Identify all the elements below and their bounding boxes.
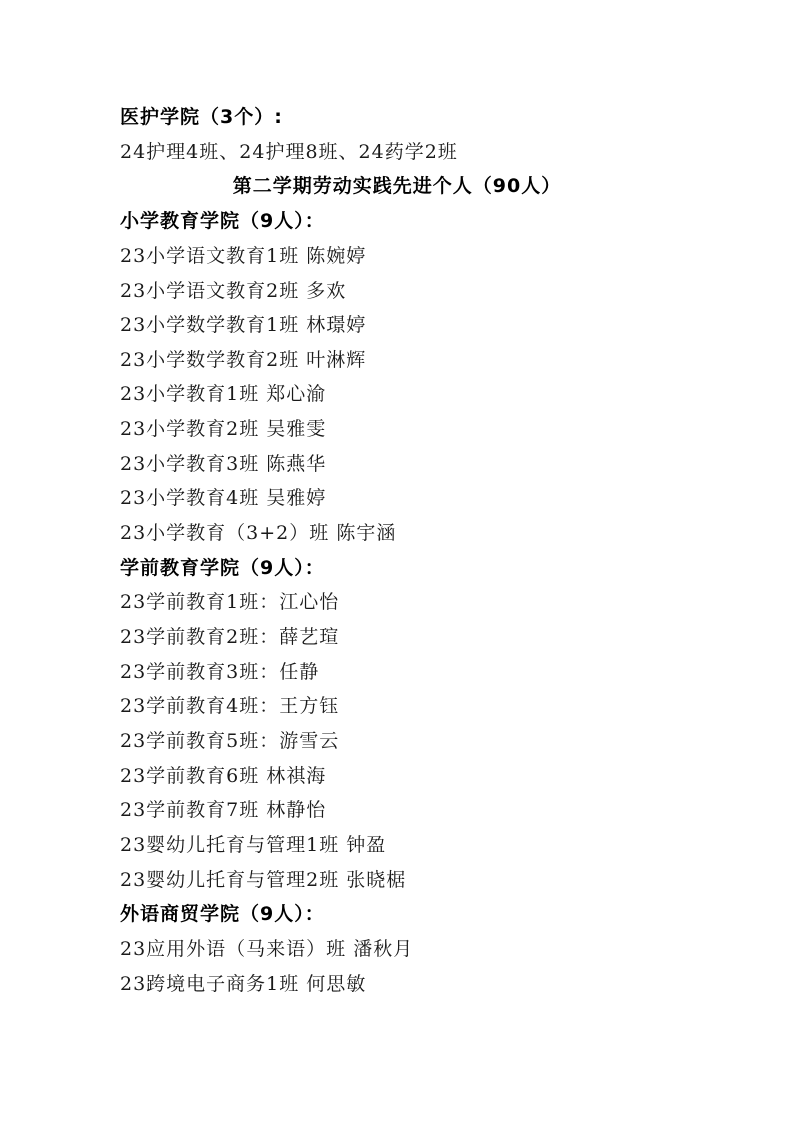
- list-item: 23学前教育2班：薛艺瑄: [120, 626, 340, 648]
- list-item: 23小学数学教育1班 林璟婷: [120, 314, 367, 336]
- list-item: 23婴幼儿托育与管理1班 钟盈: [120, 834, 387, 856]
- list-item: 23应用外语（马来语）班 潘秋月: [120, 938, 414, 960]
- list-item: 23学前教育7班 林静怡: [120, 799, 327, 821]
- list-item: 23小学教育2班 吴雅雯: [120, 418, 327, 440]
- college-heading-foreign-language-commerce: 外语商贸学院（9人）：: [120, 903, 325, 925]
- list-item: 23小学数学教育2班 叶淋辉: [120, 349, 367, 371]
- list-item: 23学前教育5班：游雪云: [120, 730, 340, 752]
- list-item: 23学前教育4班：王方钰: [120, 695, 340, 717]
- list-item: 23小学教育4班 吴雅婷: [120, 487, 327, 509]
- college-heading-primary-education: 小学教育学院（9人）：: [120, 210, 325, 232]
- college-heading-preschool-education: 学前教育学院（9人）：: [120, 557, 325, 579]
- list-item: 23小学教育1班 郑心渝: [120, 383, 327, 405]
- class-list-medical: 24护理4班、24护理8班、24药学2班: [120, 141, 458, 163]
- list-item: 23学前教育1班：江心怡: [120, 591, 340, 613]
- list-item: 23小学教育3班 陈燕华: [120, 453, 327, 475]
- list-item: 23跨境电子商务1班 何思敏: [120, 973, 367, 995]
- college-heading-medical: 医护学院（3个）:: [120, 106, 283, 128]
- list-item: 23小学语文教育2班 多欢: [120, 280, 347, 302]
- list-item: 23小学语文教育1班 陈婉婷: [120, 245, 367, 267]
- list-item: 23小学教育（3+2）班 陈宇涵: [120, 522, 397, 544]
- list-item: 23学前教育3班：任静: [120, 661, 320, 683]
- list-item: 23婴幼儿托育与管理2班 张晓椐: [120, 869, 407, 891]
- section-title-advanced-individuals: 第二学期劳动实践先进个人（90人）: [232, 175, 562, 197]
- list-item: 23学前教育6班 林祺海: [120, 765, 327, 787]
